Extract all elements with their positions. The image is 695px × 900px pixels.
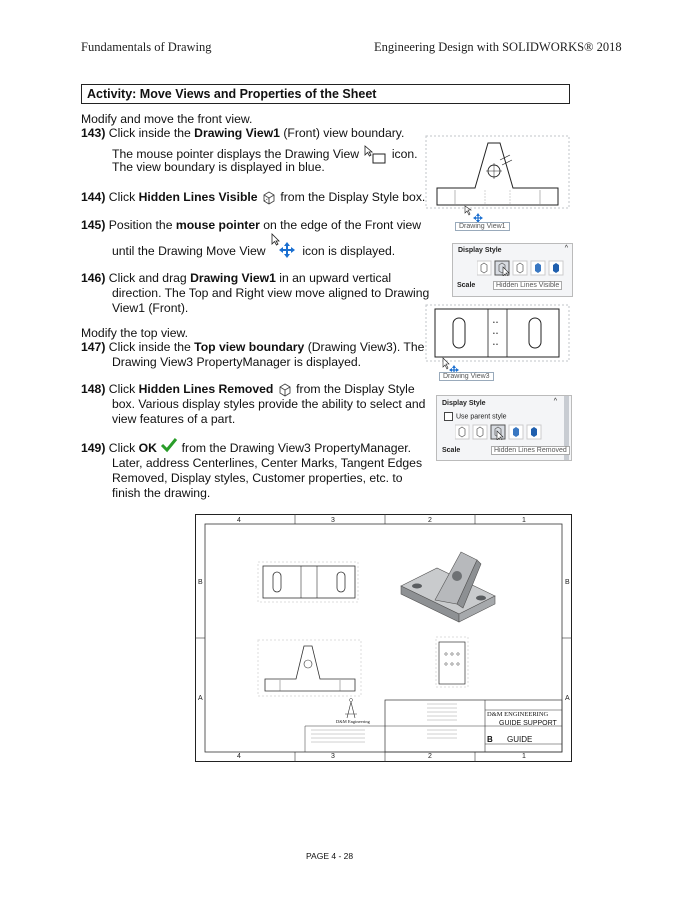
step-bold: Drawing View1: [190, 271, 276, 285]
step-146: [81, 271, 391, 286]
step-148-line3: view features of a part.: [112, 412, 236, 426]
intro-front-view: Modify and move the front view.: [81, 112, 253, 126]
step-bold: mouse pointer: [175, 218, 260, 232]
row-label: B: [198, 579, 203, 586]
step-text: from the Display Style box.: [280, 190, 426, 205]
intro-top-view: Modify the top view.: [81, 326, 189, 340]
note-text: icon.: [391, 147, 418, 162]
sheet-size: B: [487, 735, 493, 744]
note-text: The mouse pointer displays the Drawing View: [112, 147, 360, 162]
step-bold: Hidden Lines Visible: [138, 190, 258, 205]
col-label: 1: [522, 753, 526, 760]
drawing-view1-tooltip: Drawing View1: [455, 222, 510, 231]
step-149-line4: finish the drawing.: [112, 486, 211, 500]
step-text: Position the: [108, 218, 176, 232]
step-number: 148): [81, 382, 106, 397]
step-145-line2: [112, 244, 395, 259]
step-text: until the Drawing Move View: [112, 244, 266, 258]
drawing-view3-tooltip: Drawing View3: [439, 372, 494, 381]
drawing-title: GUIDE SUPPORT: [499, 720, 557, 727]
chevron-up-icon[interactable]: ^: [553, 398, 557, 405]
step-148-line2: box. Various display styles provide the ability to select and: [112, 397, 426, 411]
svg-text:• •: • •: [493, 342, 498, 348]
hidden-lines-removed-tooltip: Hidden Lines Removed: [491, 446, 570, 455]
step-text: Click: [108, 441, 139, 455]
display-style-title: Display Style: [442, 400, 486, 407]
row-label: B: [565, 579, 570, 586]
step-bold: Top view boundary: [194, 340, 305, 354]
drawing-sheet: [195, 514, 572, 762]
top-view-figure[interactable]: [425, 304, 570, 386]
step-text: Click: [108, 382, 139, 397]
step-145: [81, 218, 421, 233]
use-parent-style-checkbox[interactable]: [444, 412, 453, 421]
step-text: Click and drag: [108, 271, 191, 285]
chevron-up-icon[interactable]: ^: [564, 245, 568, 252]
checkbox-label: Use parent style: [456, 413, 507, 421]
use-parent-style-option[interactable]: [444, 412, 507, 421]
display-style-panel-1: [452, 243, 573, 297]
step-146-line3: View1 (Front).: [112, 301, 189, 315]
col-label: 4: [237, 753, 241, 760]
step-text: (Front) view boundary.: [279, 126, 405, 140]
step-text: from the Display Style: [296, 382, 415, 397]
step-text: in an upward vertical: [275, 271, 392, 285]
step-148: [81, 382, 415, 398]
step-text: (Drawing View3). The: [304, 340, 425, 354]
svg-text:• •: • •: [493, 320, 498, 326]
col-label: 1: [522, 517, 526, 524]
step-number: 145): [81, 218, 106, 232]
step-number: 147): [81, 340, 106, 354]
step-text: Click inside the: [108, 126, 195, 140]
display-style-panel-2: [436, 395, 572, 461]
step-number: 144): [81, 190, 106, 205]
step-text: Click: [108, 190, 139, 205]
scale-label: Scale: [457, 282, 476, 289]
step-text: icon is displayed.: [302, 244, 396, 258]
step-146-line2: direction. The Top and Right view move aligned to Drawing: [112, 286, 430, 300]
drawing-number: GUIDE: [507, 735, 533, 744]
drawing-view-icon: [362, 145, 388, 165]
step-bold: Hidden Lines Removed: [138, 382, 274, 397]
company-name: D&M ENGINEERING: [487, 711, 549, 718]
running-header-left: Fundamentals of Drawing: [81, 40, 212, 54]
step-143-note-2: The view boundary is displayed in blue.: [112, 160, 325, 174]
hidden-lines-visible-tooltip: Hidden Lines Visible: [493, 281, 562, 290]
step-bold: OK: [138, 441, 157, 455]
col-label: 2: [428, 753, 432, 760]
drawing-move-view-icon: [269, 233, 299, 259]
step-147-line2: Drawing View3 PropertyManager is displayed.: [112, 355, 362, 369]
row-label: A: [198, 695, 203, 702]
step-text: Click inside the: [108, 340, 195, 354]
display-style-title: Display Style: [458, 247, 502, 254]
svg-text:• •: • •: [493, 331, 498, 337]
row-label: A: [565, 695, 570, 702]
hidden-lines-visible-icon: [261, 190, 277, 206]
display-style-buttons[interactable]: [477, 260, 569, 276]
ok-checkmark-icon: [160, 437, 178, 453]
display-style-buttons[interactable]: [455, 424, 547, 440]
step-149-line2: Later, address Centerlines, Center Marks, Tangent Edges: [112, 456, 423, 470]
col-label: 3: [331, 517, 335, 524]
activity-title: Activity: Move Views and Properties of the Sheet: [87, 87, 377, 101]
front-view-figure[interactable]: [425, 135, 570, 235]
step-number: 146): [81, 271, 106, 285]
activity-title-box: [81, 84, 570, 104]
page-number: PAGE 4 - 28: [306, 851, 354, 861]
step-147: [81, 340, 424, 355]
step-number: 143): [81, 126, 106, 140]
scale-label: Scale: [442, 447, 461, 454]
col-label: 4: [237, 517, 241, 524]
front-view-drawing: [425, 135, 570, 235]
step-144: [81, 190, 425, 206]
col-label: 3: [331, 753, 335, 760]
step-number: 149): [81, 441, 106, 455]
running-header-right: Engineering Design with SOLIDWORKS® 2018: [374, 40, 622, 54]
step-143: [81, 126, 404, 141]
hidden-lines-removed-icon: [277, 382, 293, 398]
step-text: from the Drawing View3 PropertyManager.: [181, 441, 412, 455]
step-149-line3: Removed, Display styles, Customer properties, etc. to: [112, 471, 403, 485]
step-bold: Drawing View1: [194, 126, 280, 140]
step-149: [81, 441, 411, 456]
col-label: 2: [428, 517, 432, 524]
step-text: on the edge of the Front view: [259, 218, 422, 232]
company-logo: D&M Engineering: [336, 719, 370, 724]
